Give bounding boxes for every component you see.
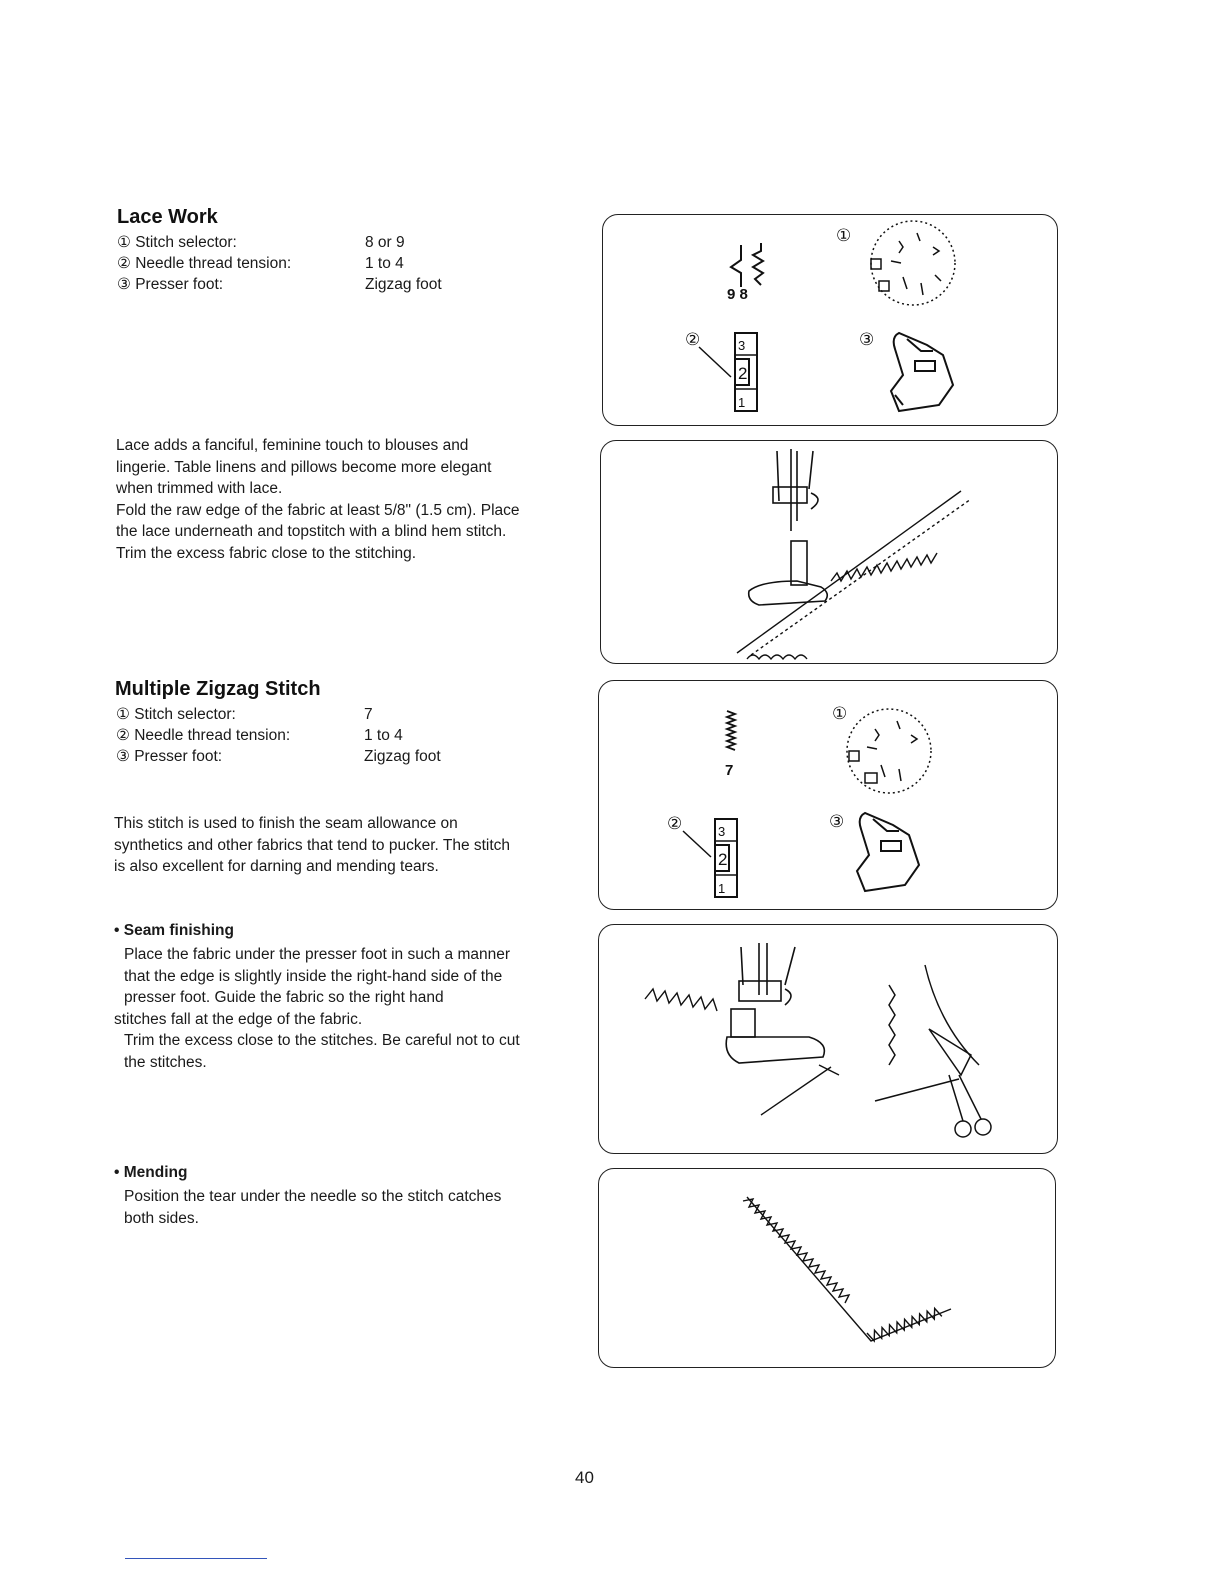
setting-value: Zigzag foot (365, 276, 442, 293)
stitch-selector-dial-icon (871, 221, 955, 305)
scale-label: 1 (718, 881, 726, 896)
setting-label: ① Stitch selector: (117, 234, 237, 251)
stitch-numbers: 9 8 (727, 286, 748, 303)
scale-label: 2 (738, 364, 748, 383)
text-line: lingerie. Table linens and pillows become more elegant (116, 458, 492, 476)
sewing-needle-icon (749, 449, 828, 605)
zigzag-settings-illustration (599, 681, 1057, 909)
multiple-zigzag-stitch-icon (727, 711, 735, 750)
scale-label: 2 (718, 850, 728, 869)
zigzag-settings-figure (598, 680, 1058, 910)
setting-value: 7 (364, 706, 373, 723)
text-line: This stitch is used to finish the seam allowance on (114, 815, 458, 832)
text-line: Fold the raw edge of the fabric at least 5/8" (1.5 cm). Place (116, 501, 520, 519)
text-line: Place the fabric under the presser foot in such a manner (124, 946, 510, 963)
mending-figure (598, 1168, 1056, 1368)
page-number: 40 (575, 1468, 594, 1487)
callout-1: ① (836, 226, 852, 245)
sewing-needle-icon (726, 943, 824, 1063)
setting-label: ② Needle thread tension: (117, 255, 292, 272)
scale-label: 3 (738, 338, 746, 353)
callout-1: ① (832, 704, 848, 723)
setting-value: 1 to 4 (365, 255, 404, 272)
callout-3: ③ (859, 330, 875, 349)
zigzag-presser-foot-icon (891, 333, 953, 411)
mending-illustration (599, 1169, 1055, 1367)
lace-setting-row (117, 232, 442, 253)
mending-title: • Mending (114, 1164, 188, 1181)
zigzag-setting-row (116, 746, 441, 767)
text-line: is also excellent for darning and mending tears. (114, 858, 439, 875)
callout-2: ② (667, 814, 683, 833)
zigzag-seam-icon (645, 989, 839, 1115)
lace-sewing-figure (600, 440, 1058, 664)
callout-2: ② (685, 330, 701, 349)
lace-sewing-illustration (601, 441, 1057, 663)
zigzag-settings (116, 704, 441, 767)
mended-tear-icon (743, 1197, 951, 1342)
seam-finishing-title: • Seam finishing (114, 922, 234, 939)
mending-text (124, 1186, 501, 1229)
text-line: Lace adds a fanciful, feminine touch to blouses and (116, 437, 469, 454)
lace-setting-row (117, 253, 442, 274)
stitch-selector-dial-icon (847, 709, 931, 793)
text-line: Trim the excess fabric close to the stitching. (116, 544, 417, 562)
text-line: presser foot. Guide the fabric so the right hand (124, 989, 444, 1006)
text-line: Position the tear under the needle so the stitch catches (124, 1188, 502, 1205)
text-line: Trim the excess close to the stitches. Be careful not to cut (124, 1032, 520, 1049)
text-line: when trimmed with lace. (116, 480, 283, 497)
seam-finishing-text (114, 944, 520, 1073)
text-line: the stitches. (124, 1053, 207, 1071)
text-line: the lace underneath and topstitch with a blind hem stitch. (116, 523, 507, 540)
setting-label: ③ Presser foot: (116, 748, 223, 765)
lace-edge-icon (737, 491, 971, 659)
zigzag-setting-row (116, 725, 441, 746)
setting-value: 8 or 9 (365, 234, 405, 251)
scale-label: 1 (738, 395, 746, 410)
tension-scale-icon (715, 819, 737, 897)
stitch-symbol-icon (731, 243, 763, 287)
zigzag-setting-row (116, 704, 441, 725)
text-line: stitches fall at the edge of the fabric. (114, 1010, 363, 1028)
multiple-zigzag-heading: Multiple Zigzag Stitch (115, 678, 321, 700)
seam-finishing-illustration (599, 925, 1057, 1153)
lace-settings-illustration (603, 215, 1057, 425)
setting-label: ① Stitch selector: (116, 706, 236, 723)
callout-3: ③ (829, 812, 845, 831)
lace-settings (117, 232, 442, 295)
zigzag-presser-foot-icon (857, 813, 919, 891)
zigzag-paragraph (114, 813, 510, 878)
footer-rule (125, 1558, 267, 1559)
setting-label: ② Needle thread tension: (116, 727, 291, 744)
setting-value: 1 to 4 (364, 727, 403, 744)
text-line: both sides. (124, 1209, 199, 1227)
stitch-number: 7 (725, 762, 734, 779)
lace-work-heading: Lace Work (117, 206, 218, 228)
scale-label: 3 (718, 824, 726, 839)
trimming-scissors-icon (875, 965, 991, 1137)
text-line: synthetics and other fabrics that tend to pucker. The stitch (114, 836, 511, 854)
lace-setting-row (117, 274, 442, 295)
text-line: that the edge is slightly inside the right-hand side of the (124, 967, 503, 985)
setting-label: ③ Presser foot: (117, 276, 224, 293)
lace-settings-figure (602, 214, 1058, 426)
tension-scale-icon (735, 333, 757, 411)
setting-value: Zigzag foot (364, 748, 441, 765)
seam-finishing-figure (598, 924, 1058, 1154)
lace-paragraph (116, 435, 520, 564)
